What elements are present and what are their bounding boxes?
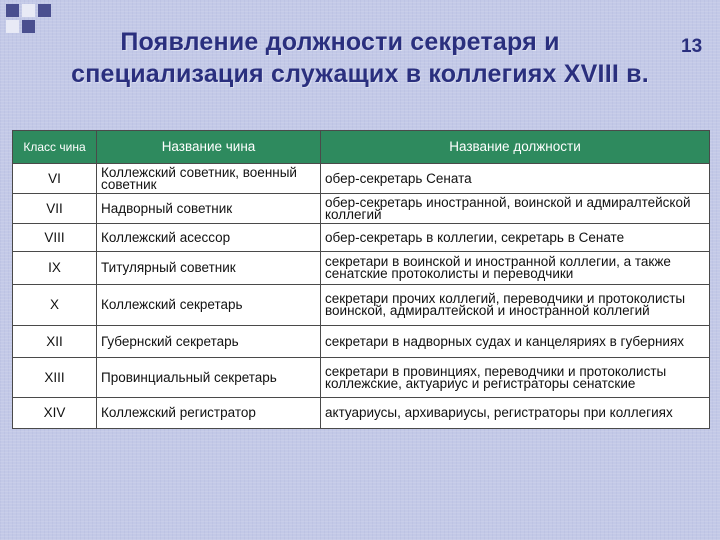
position-cell: обер-секретарь в коллегии, секретарь в Сенате bbox=[321, 224, 710, 252]
class-cell: VI bbox=[13, 164, 97, 194]
rank-cell: Провинциальный секретарь bbox=[97, 358, 321, 398]
rank-cell: Коллежский секретарь bbox=[97, 285, 321, 326]
decor-square bbox=[6, 4, 19, 17]
rank-cell: Коллежский асессор bbox=[97, 224, 321, 252]
table-header-row bbox=[13, 131, 710, 164]
table-row bbox=[13, 326, 710, 358]
table-row bbox=[13, 224, 710, 252]
title-line-1: Появление должности секретаря и bbox=[120, 28, 560, 56]
class-cell: XII bbox=[13, 326, 97, 358]
header-rank-name: Название чина bbox=[97, 131, 321, 164]
class-cell: XIII bbox=[13, 358, 97, 398]
table-row bbox=[13, 252, 710, 285]
position-cell: секретари прочих коллегий, переводчики и протоколисты воинской, адмиралтейской и иностранной коллегий bbox=[321, 285, 710, 326]
header-position-name: Название должности bbox=[321, 131, 710, 164]
class-cell: XIV bbox=[13, 398, 97, 429]
rank-cell: Губернский секретарь bbox=[97, 326, 321, 358]
position-cell: обер-секретарь Сената bbox=[321, 164, 710, 194]
header-class: Класс чина bbox=[13, 131, 97, 164]
class-cell: VII bbox=[13, 194, 97, 224]
table-row bbox=[13, 398, 710, 429]
rank-cell: Коллежский советник, военный советник bbox=[97, 164, 321, 194]
position-cell: секретари в надворных судах и канцеляриях в губерниях bbox=[321, 326, 710, 358]
table-row bbox=[13, 285, 710, 326]
table-row bbox=[13, 164, 710, 194]
decor-square bbox=[38, 4, 51, 17]
rank-cell: Надворный советник bbox=[97, 194, 321, 224]
position-cell: обер-секретарь иностранной, воинской и адмиралтейской коллегий bbox=[321, 194, 710, 224]
rank-cell: Коллежский регистратор bbox=[97, 398, 321, 429]
title-line-2: специализация служащих в коллегиях XVIII в. bbox=[71, 60, 649, 88]
page-number: 13 bbox=[681, 36, 703, 57]
position-cell: актуариусы, архивариусы, регистраторы при коллегиях bbox=[321, 398, 710, 429]
class-cell: VIII bbox=[13, 224, 97, 252]
decor-square bbox=[22, 4, 35, 17]
ranks-table bbox=[12, 130, 710, 429]
position-cell: секретари в провинциях, переводчики и протоколисты коллежские, актуариус и регистраторы сенатские bbox=[321, 358, 710, 398]
table-row bbox=[13, 358, 710, 398]
rank-cell: Титулярный советник bbox=[97, 252, 321, 285]
slide-title bbox=[0, 26, 720, 90]
class-cell: IX bbox=[13, 252, 97, 285]
position-cell: секретари в воинской и иностранной коллегии, а также сенатские протоколисты и переводчики bbox=[321, 252, 710, 285]
table-row bbox=[13, 194, 710, 224]
class-cell: X bbox=[13, 285, 97, 326]
